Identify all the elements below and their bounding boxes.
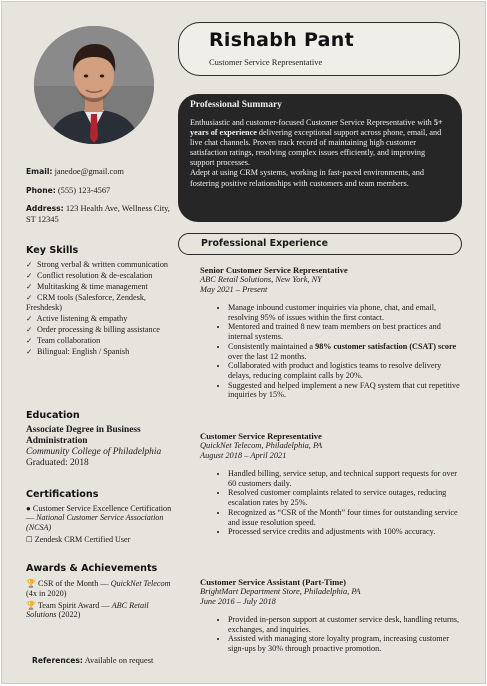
job-bullet: • Suggested and helped implement a new FAQ system that cut repetitive inquiries by 15%.	[228, 381, 462, 400]
references: References: Available on request	[32, 656, 154, 665]
award-item: 🏆 Team Spirit Award — ABC Retail Solutions (2022)	[26, 600, 149, 620]
professional-summary	[178, 94, 462, 222]
job-bullet: • Handled billing, service setup, and technical support requests for over 60 customers daily.	[228, 469, 462, 488]
check-icon: ✓	[26, 325, 33, 335]
skill-item: ✓ Order processing & billing assistance	[26, 325, 160, 335]
awards-heading: Awards & Achievements	[26, 563, 158, 574]
job-entry	[200, 577, 462, 654]
skill-item: ✓ Conflict resolution & de-escalation	[26, 271, 153, 281]
contact-info	[26, 167, 174, 233]
skills-list	[26, 260, 176, 358]
check-icon: ✓	[26, 336, 33, 346]
education-heading: Education	[26, 410, 80, 421]
name-header	[178, 22, 460, 76]
summary-text: Enthusiastic and customer-focused Customer Service Representative with 5+ years of experience delivering exceptional support across phone, email, and live chat channels. Proven track record of maintaining high customer satisfaction ratings, resolving complex issues efficiently, and improving support processes. Adept at using CRM systems, working in fast-paced environments, and fostering positive relationships with customers and team members.	[190, 118, 443, 188]
phone-value: (555) 123-4567	[57, 185, 111, 195]
job-bullets	[200, 615, 462, 654]
check-icon: ✓	[26, 260, 33, 269]
trophy-icon: 🏆	[26, 600, 36, 610]
job-company: ABC Retail Solutions, New York, NY	[200, 275, 322, 284]
certifications-heading: Certifications	[26, 489, 99, 500]
job-title: Senior Customer Service Representative	[200, 265, 348, 275]
check-icon: ✓	[26, 282, 33, 292]
education-block	[26, 425, 186, 469]
resume-page	[1, 1, 486, 684]
check-icon: ✓	[26, 313, 33, 323]
check-icon: ✓	[26, 271, 33, 281]
awards-list	[26, 579, 176, 622]
certification-item: ☐ Zendesk CRM Certified User	[26, 535, 131, 545]
job-dates: June 2016 – July 2018	[200, 597, 276, 606]
address-value: 123 Health Ave, Wellness City, ST 12345	[26, 204, 170, 224]
email-value: janedoe@gmail.com	[54, 167, 124, 176]
job-entry	[200, 431, 462, 537]
job-bullets	[200, 303, 462, 400]
skill-item: ✓ Active listening & empathy	[26, 313, 128, 323]
skill-item: ✓ CRM tools (Salesforce, Zendesk, Freshdesk)	[26, 293, 146, 312]
job-dates: May 2021 – Present	[200, 285, 268, 294]
certification-item: ● Customer Service Excellence Certification — National Customer Service Association (NCSA)	[26, 504, 172, 532]
candidate-name: Rishabh Pant	[209, 29, 354, 51]
job-bullets	[200, 469, 462, 537]
contact-address: Address: 123 Health Ave, Wellness City, ST 12345	[26, 204, 170, 224]
contact-email: Email: janedoe@gmail.com	[26, 167, 124, 176]
summary-heading: Professional Summary	[190, 100, 282, 110]
certifications-list	[26, 504, 176, 548]
skills-heading: Key Skills	[26, 245, 79, 256]
skill-item: ✓ Strong verbal & written communication	[26, 260, 169, 269]
profile-photo	[34, 26, 154, 144]
check-icon: ✓	[26, 293, 33, 303]
job-entry	[200, 265, 462, 400]
job-company: BrightMart Department Store, Philadelphia, PA	[200, 587, 361, 596]
job-bullet: • Recognized as “CSR of the Month” four times for outstanding service and issue resolution speed.	[228, 508, 462, 527]
job-title: Customer Service Assistant (Part-Time)	[200, 577, 346, 587]
contact-phone: Phone: (555) 123-4567	[26, 185, 111, 195]
filled-circle-icon: ●	[26, 504, 31, 513]
job-bullet: • Manage inbound customer inquiries via phone, chat, and email, resolving 95% of issues within the first contact.	[228, 303, 462, 322]
job-bullet: • Mentored and trained 8 new team members on best practices and internal systems.	[228, 322, 462, 341]
award-item: 🏆 CSR of the Month — QuickNet Telecom (4x in 2020)	[26, 579, 171, 598]
job-company: QuickNet Telecom, Philadelphia, PA	[200, 441, 323, 450]
job-bullet: • Assisted with managing store loyalty program, increasing customer sign-ups by 30% through proactive promotion.	[228, 634, 462, 653]
graduation-year: Graduated: 2018	[26, 458, 89, 468]
job-bullet: • Resolved customer complaints related to service outages, reducing escalation rates by 25%.	[228, 488, 462, 507]
profile-photo-illustration	[34, 26, 154, 144]
experience-heading: Professional Experience	[201, 238, 328, 249]
job-bullet: • Provided in-person support at customer service desk, handling returns, exchanges, and inquiries.	[228, 615, 462, 634]
job-title: Customer Service Representative	[200, 431, 322, 441]
job-bullet: • Processed service credits and adjustments with 100% accuracy.	[228, 527, 462, 537]
experience-heading-box	[178, 233, 462, 255]
job-dates: August 2018 – April 2021	[200, 451, 287, 460]
checkbox-icon: ☐	[26, 535, 33, 545]
job-bullet: • Consistently maintained a 98% customer satisfaction (CSAT) score over the last 12 months.	[228, 342, 462, 361]
trophy-icon: 🏆	[26, 579, 36, 588]
skill-item: ✓ Multitasking & time management	[26, 282, 148, 292]
check-icon: ✓	[26, 347, 33, 357]
degree: Associate Degree in Business Administration	[26, 425, 141, 446]
skill-item: ✓ Bilingual: English / Spanish	[26, 347, 130, 357]
job-bullet: • Collaborated with product and logistics teams to resolve delivery delays, reducing complaint calls by 20%.	[228, 361, 462, 380]
skill-item: ✓ Team collaboration	[26, 336, 101, 346]
school: Community College of Philadelphia	[26, 447, 162, 457]
candidate-role: Customer Service Representative	[209, 57, 323, 67]
